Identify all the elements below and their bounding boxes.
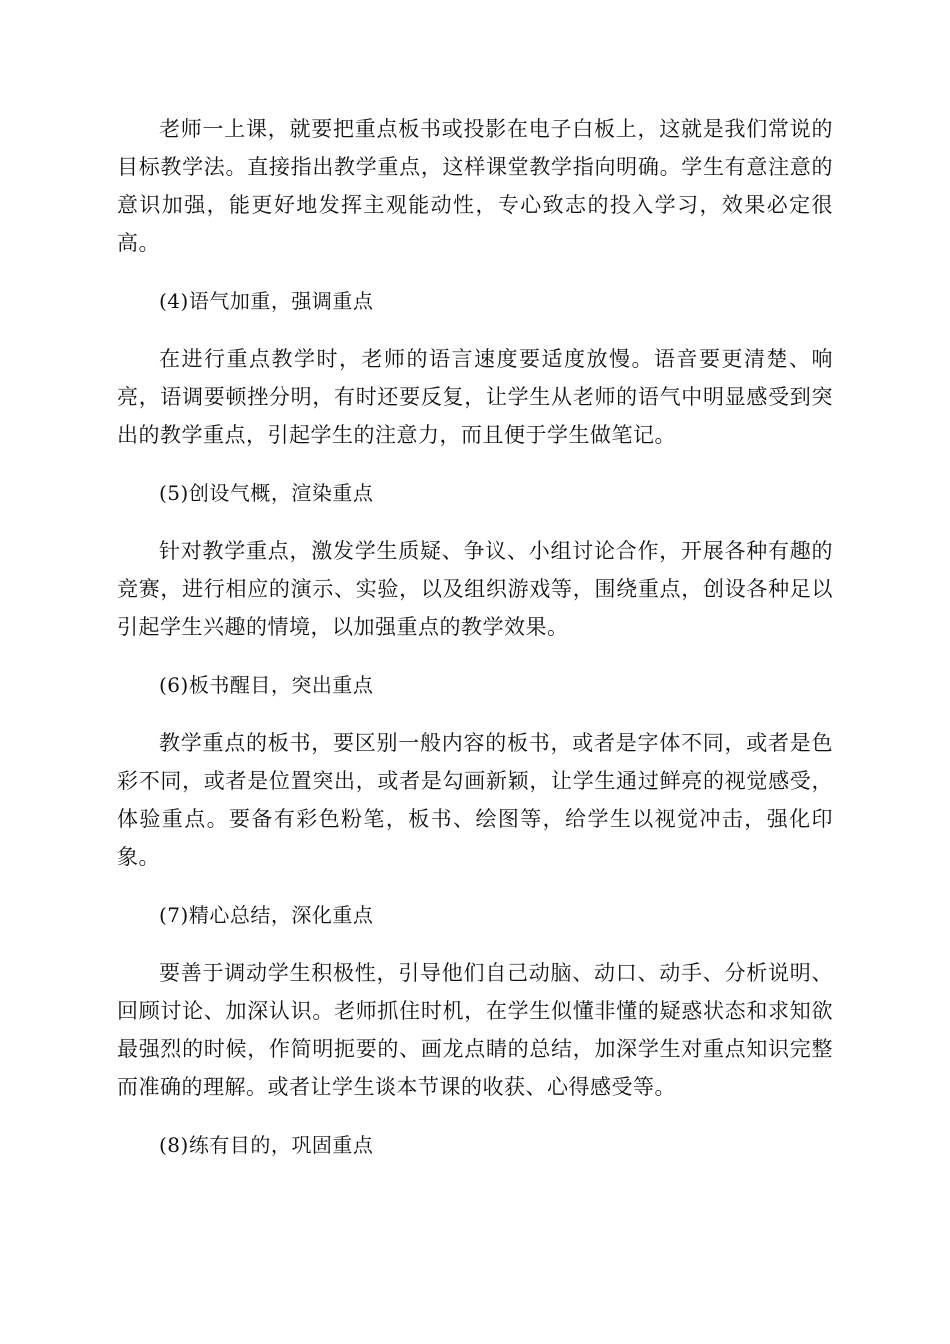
paragraph-board-writing: 教学重点的板书，要区别一般内容的板书，或者是字体不同，或者是色彩不同，或者是位置突出，或者是勾画新颖，让学生通过鲜亮的视觉感受，体验重点。要备有彩色粉笔，板书、绘图等，给学生以视觉冲击，强化印象。 bbox=[117, 731, 833, 869]
heading-5-atmosphere: (5)创设气概，渲染重点 bbox=[159, 481, 374, 505]
paragraph-tone: 在进行重点教学时，老师的语言速度要适度放慢。语音要更清楚、响亮，语调要顿挫分明，有时还要反复，让学生从老师的语气中明显感受到突出的教学重点，引起学生的注意力，而且便于学生做笔记。 bbox=[117, 347, 833, 447]
paragraph-atmosphere: 针对教学重点，激发学生质疑、争议、小组讨论合作，开展各种有趣的竞赛，进行相应的演示、实验，以及组织游戏等，围绕重点，创设各种足以引起学生兴趣的情境，以加强重点的教学效果。 bbox=[117, 539, 833, 639]
paragraph-target-teaching: 老师一上课，就要把重点板书或投影在电子白板上，这就是我们常说的目标教学法。直接指出教学重点，这样课堂教学指向明确。学生有意注意的意识加强，能更好地发挥主观能动性，专心致志的投入学习，效果必定很高。 bbox=[117, 117, 833, 255]
paragraph-summary: 要善于调动学生积极性，引导他们自己动脑、动口、动手、分析说明、回顾讨论、加深认识。老师抓住时机，在学生似懂非懂的疑惑状态和求知欲最强烈的时候，作简明扼要的、画龙点睛的总结，加深学生对重点知识完整而准确的理解。或者让学生谈本节课的收获、心得感受等。 bbox=[117, 961, 833, 1099]
heading-4-tone: (4)语气加重，强调重点 bbox=[159, 289, 374, 313]
heading-8-practice: (8)练有目的，巩固重点 bbox=[159, 1133, 374, 1157]
heading-7-summary: (7)精心总结，深化重点 bbox=[159, 903, 374, 927]
document-body bbox=[117, 110, 833, 1164]
heading-6-board-writing: (6)板书醒目，突出重点 bbox=[159, 673, 374, 697]
